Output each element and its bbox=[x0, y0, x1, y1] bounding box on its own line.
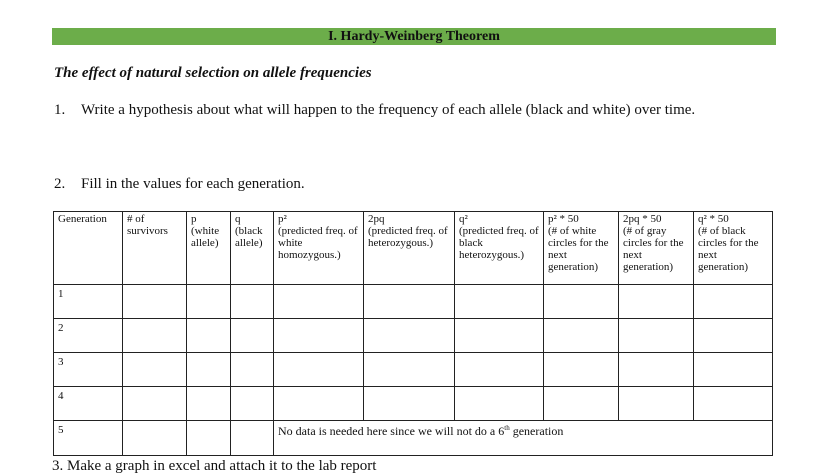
input-cell[interactable] bbox=[123, 353, 187, 387]
table-row bbox=[54, 319, 773, 353]
input-cell[interactable] bbox=[619, 285, 694, 319]
input-cell[interactable] bbox=[694, 353, 773, 387]
input-cell[interactable] bbox=[364, 387, 455, 421]
question-1-number: 1. bbox=[54, 102, 66, 118]
input-cell[interactable] bbox=[187, 319, 231, 353]
header-black-circles: q² * 50 (# of black circles for the next generation) bbox=[694, 212, 773, 285]
question-2 bbox=[54, 176, 305, 193]
input-cell[interactable] bbox=[364, 319, 455, 353]
header-q-squared: q² (predicted freq. of black heterozygous.) bbox=[455, 212, 544, 285]
generation-cell: 3 bbox=[54, 353, 123, 387]
input-cell[interactable] bbox=[544, 353, 619, 387]
input-cell[interactable] bbox=[619, 387, 694, 421]
question-3 bbox=[52, 458, 376, 475]
input-cell[interactable] bbox=[694, 387, 773, 421]
generation-cell: 1 bbox=[54, 285, 123, 319]
input-cell[interactable] bbox=[231, 285, 274, 319]
header-2pq: 2pq (predicted freq. of heterozygous.) bbox=[364, 212, 455, 285]
input-cell[interactable] bbox=[694, 285, 773, 319]
table-header-row bbox=[54, 212, 773, 285]
table-row bbox=[54, 421, 773, 456]
input-cell[interactable] bbox=[364, 285, 455, 319]
section-banner bbox=[52, 28, 776, 45]
input-cell[interactable] bbox=[187, 285, 231, 319]
header-gray-circles: 2pq * 50 (# of gray circles for the next generation) bbox=[619, 212, 694, 285]
input-cell[interactable] bbox=[274, 353, 364, 387]
section-title: I. Hardy-Weinberg Theorem bbox=[328, 29, 500, 44]
input-cell[interactable] bbox=[187, 353, 231, 387]
input-cell[interactable] bbox=[187, 421, 231, 456]
generation-table bbox=[53, 211, 773, 456]
question-3-number: 3. bbox=[52, 458, 64, 474]
table-row bbox=[54, 387, 773, 421]
question-1-text: Write a hypothesis about what will happen to the frequency of each allele (black and white) over time. bbox=[81, 102, 696, 118]
input-cell[interactable] bbox=[274, 285, 364, 319]
input-cell[interactable] bbox=[187, 387, 231, 421]
no-data-note: No data is needed here since we will not do a 6th generation bbox=[274, 421, 773, 456]
question-1 bbox=[54, 102, 695, 119]
input-cell[interactable] bbox=[619, 353, 694, 387]
section-subtitle: The effect of natural selection on allele frequencies bbox=[54, 65, 372, 81]
question-3-text: Make a graph in excel and attach it to the lab report bbox=[67, 458, 377, 474]
input-cell[interactable] bbox=[544, 319, 619, 353]
generation-cell: 4 bbox=[54, 387, 123, 421]
generation-cell: 2 bbox=[54, 319, 123, 353]
input-cell[interactable] bbox=[123, 421, 187, 456]
header-white-circles: p² * 50 (# of white circles for the next generation) bbox=[544, 212, 619, 285]
header-generation: Generation bbox=[54, 212, 123, 285]
input-cell[interactable] bbox=[231, 387, 274, 421]
input-cell[interactable] bbox=[123, 319, 187, 353]
input-cell[interactable] bbox=[455, 319, 544, 353]
header-survivors: # of survivors bbox=[123, 212, 187, 285]
input-cell[interactable] bbox=[619, 319, 694, 353]
input-cell[interactable] bbox=[123, 285, 187, 319]
input-cell[interactable] bbox=[231, 319, 274, 353]
input-cell[interactable] bbox=[364, 353, 455, 387]
input-cell[interactable] bbox=[694, 319, 773, 353]
input-cell[interactable] bbox=[455, 285, 544, 319]
question-2-text: Fill in the values for each generation. bbox=[81, 176, 305, 192]
input-cell[interactable] bbox=[231, 421, 274, 456]
input-cell[interactable] bbox=[455, 353, 544, 387]
generation-cell: 5 bbox=[54, 421, 123, 456]
input-cell[interactable] bbox=[455, 387, 544, 421]
question-2-number: 2. bbox=[54, 176, 66, 192]
input-cell[interactable] bbox=[231, 353, 274, 387]
header-p: p (white allele) bbox=[187, 212, 231, 285]
input-cell[interactable] bbox=[544, 387, 619, 421]
input-cell[interactable] bbox=[544, 285, 619, 319]
header-q: q (black allele) bbox=[231, 212, 274, 285]
table-row bbox=[54, 285, 773, 319]
input-cell[interactable] bbox=[123, 387, 187, 421]
header-p-squared: p² (predicted freq. of white homozygous.) bbox=[274, 212, 364, 285]
input-cell[interactable] bbox=[274, 319, 364, 353]
table-row bbox=[54, 353, 773, 387]
input-cell[interactable] bbox=[274, 387, 364, 421]
